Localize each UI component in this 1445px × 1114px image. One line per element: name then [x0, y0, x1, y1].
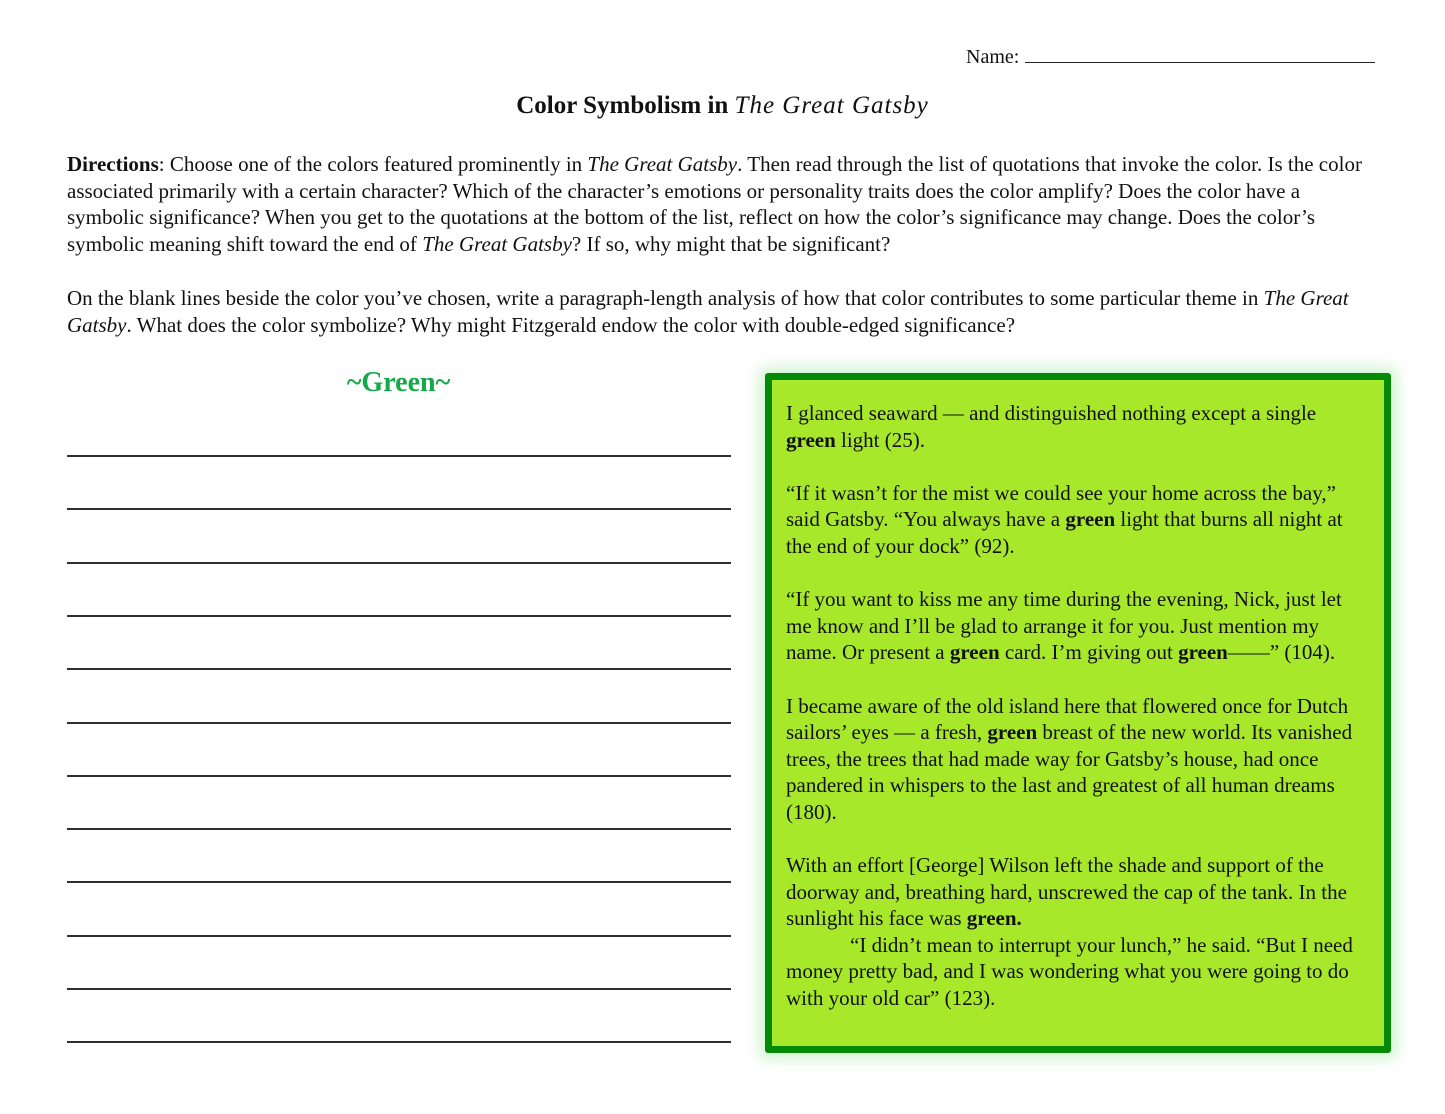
answer-line[interactable]: [67, 935, 731, 937]
quote-text: I became aware of the old island here that flowered once for Dutch sailors’ eyes — a fresh,: [786, 693, 1349, 745]
quote-text: card. I’m giving out: [999, 640, 1179, 665]
answer-line[interactable]: [67, 1041, 731, 1043]
quote-text: “If you want to kiss me any time during the evening, Nick, just let me know and I’ll be glad to arrange it for you. Just mention my name. Or present a: [786, 587, 1342, 665]
quote-text: “I didn’t mean to interrupt your lunch,” he said. “But I need money pretty bad, and I was wondering what you were going to do with your old car” (123).: [786, 932, 1353, 1011]
quotation: [786, 480, 1370, 560]
name-field: [966, 42, 1375, 70]
color-heading: ~Green~: [346, 367, 451, 398]
highlight-green-word: green: [1178, 640, 1228, 665]
quote-text: light (25).: [835, 427, 926, 452]
quote-text: With an effort [George] Wilson left the shade and support of the doorway and, breathing hard, unscrewed the cap of the tank. In the sunlight his face was: [786, 853, 1347, 931]
quotation: [786, 852, 1370, 1012]
quote-text: light that burns all night at the end of your dock” (92).: [786, 507, 1343, 558]
highlight-green-word: green.: [966, 906, 1022, 931]
answer-line[interactable]: [67, 828, 731, 830]
instructions-text-2: . What does the color symbolize? Why might Fitzgerald endow the color with double-edged significance?: [126, 312, 1016, 337]
answer-line[interactable]: [67, 455, 731, 457]
quote-text: breast of the new world. Its vanished trees, the trees that had made way for Gatsby’s house, had once pandered in whispers to the last and greatest of all human dreams (180).: [786, 720, 1353, 824]
highlight-green-word: green: [786, 427, 836, 452]
directions-colon: :: [158, 152, 165, 176]
answer-lines: [67, 0, 731, 1114]
quotation: [786, 586, 1370, 666]
answer-line[interactable]: [67, 668, 731, 670]
book-title-italic: The Great Gatsby: [422, 231, 572, 256]
instructions-text-1: On the blank lines beside the color you’ve chosen, write a paragraph-length analysis of how that color contributes to some particular theme in: [67, 286, 1264, 310]
answer-line[interactable]: [67, 988, 731, 990]
quotations-box: [765, 373, 1391, 1053]
quotation: [786, 693, 1370, 826]
answer-line[interactable]: [67, 508, 731, 510]
quotation: [786, 400, 1370, 453]
quote-text: ——” (104).: [1227, 640, 1336, 665]
highlight-green-word: green: [949, 640, 1000, 665]
answer-line[interactable]: [67, 562, 731, 564]
name-label: Name:: [966, 46, 1020, 68]
title-book: The Great Gatsby: [734, 92, 929, 119]
book-title-italic: The Great Gatsby: [67, 286, 1349, 337]
highlight-green-word: green: [1065, 507, 1116, 532]
name-blank-line[interactable]: [1025, 42, 1375, 63]
directions-label: Directions: [67, 152, 159, 176]
title-prefix: Color Symbolism in: [516, 92, 735, 119]
quote-text: I glanced seaward — and distinguished nothing except a single: [786, 401, 1317, 425]
answer-line[interactable]: [67, 881, 731, 883]
highlight-green-word: green: [987, 720, 1038, 745]
answer-line[interactable]: [67, 775, 731, 777]
directions-text-3: ? If so, why might that be significant?: [571, 231, 891, 256]
directions-text-1: Choose one of the colors featured prominently in: [164, 152, 588, 176]
directions-text-2: . Then read through the list of quotations that invoke the color. Is the color associated primarily with a certain character? Which of the character’s emotions or personality traits does the color amplify? Does the color have a symbolic significance? When you get to the quotations at the bottom of the list, reflect on how the color’s significance may change. Does the color’s symbolic meaning shift toward the end of: [67, 152, 1362, 256]
answer-line[interactable]: [67, 615, 731, 617]
book-title-italic: The Great Gatsby: [587, 152, 738, 176]
answer-line[interactable]: [67, 722, 731, 724]
quote-text: “If it wasn’t for the mist we could see your home across the bay,” said Gatsby. “You always have a: [786, 480, 1336, 532]
